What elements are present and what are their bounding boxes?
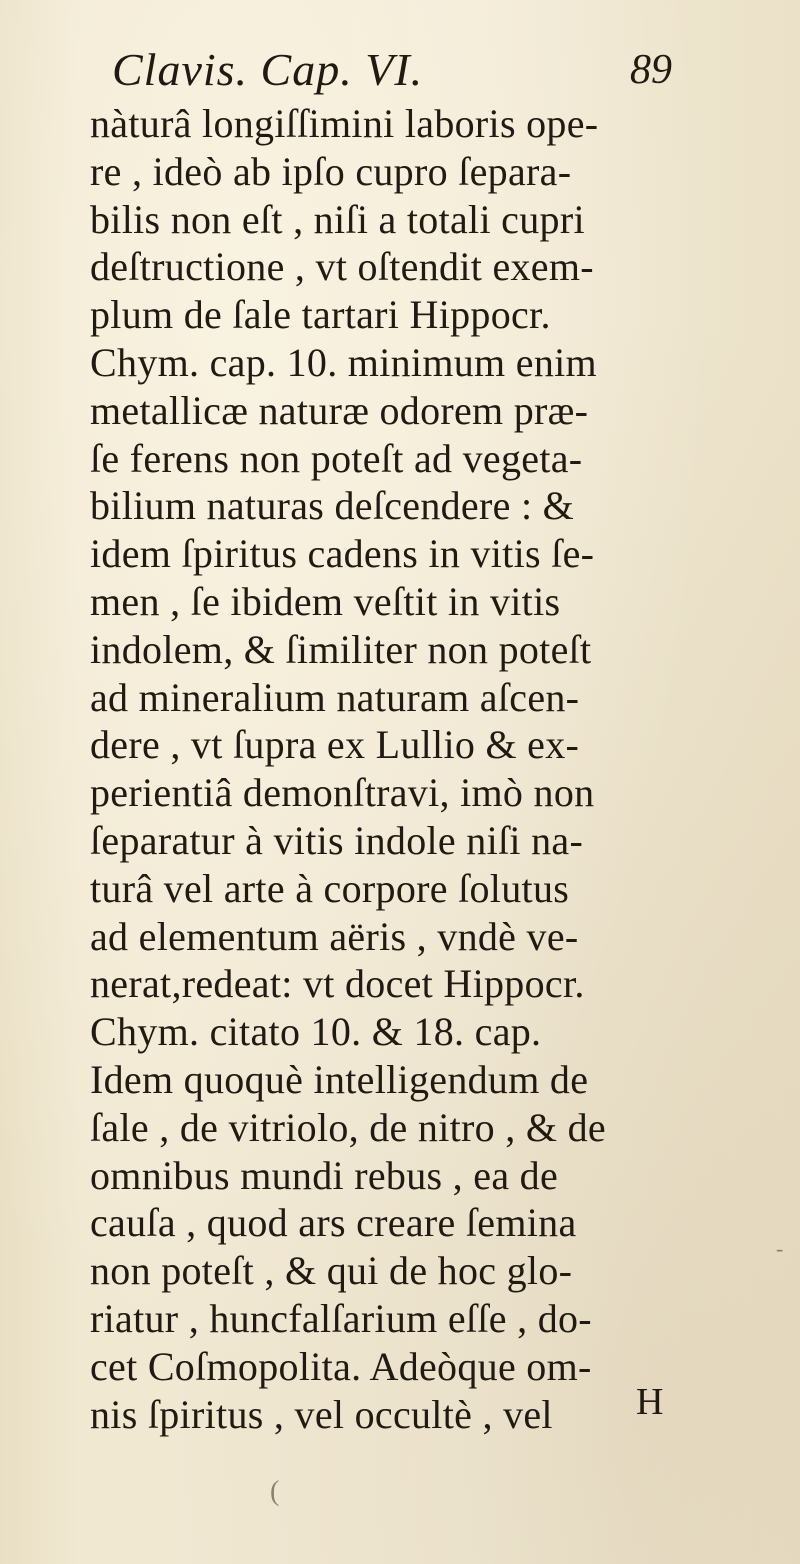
text-line: nis ſpiritus , vel occultè , vel: [90, 1391, 553, 1437]
text-line: Chym. cap. 10. minimum enim: [90, 339, 597, 385]
text-line: nàturâ longiſſimini laboris ope-: [90, 101, 599, 146]
text-line: ſeparatur à vitis indole niſi na-: [90, 817, 584, 863]
signature-mark: H: [636, 1381, 664, 1423]
text-line: Idem quoquè intelligendum de: [90, 1056, 589, 1102]
text-line: turâ vel arte à corpore ſolutus: [90, 865, 570, 911]
margin-mark: -: [776, 1236, 784, 1261]
text-line: omnibus mundi rebus , ea de: [90, 1152, 559, 1198]
page-header: [112, 40, 672, 100]
text-line: re , ideò ab ipſo cupro ſepara-: [90, 148, 572, 194]
text-line: bilium naturas deſcendere : &: [90, 483, 575, 529]
text-line: indolem, & ſimiliter non poteſt: [90, 626, 592, 672]
text-line: bilis non eſt , niſi a totali cupri: [90, 196, 585, 242]
text-line: riatur , huncfalſarium eſſe , do-: [90, 1295, 592, 1341]
text-line: ſale , de vitriolo, de nitro , & de: [90, 1104, 606, 1150]
text-line: cet Coſmopolita. Adeòque om-: [90, 1343, 592, 1389]
text-line: ad mineralium naturam aſcen-: [90, 674, 580, 720]
body-text: [90, 100, 730, 1438]
text-line: plum de ſale tartari Hippocr.: [90, 292, 551, 338]
running-title: Clavis. Cap. VI.: [112, 44, 424, 95]
text-line: idem ſpiritus cadens in vitis ſe-: [90, 531, 595, 577]
text-line: Chym. citato 10. & 18. cap.: [90, 1009, 542, 1055]
text-line: non poteſt , & qui de hoc glo-: [90, 1248, 573, 1294]
text-line: ad elementum aëris , vndè ve-: [90, 913, 579, 959]
text-line: men , ſe ibidem veſtit in vitis: [90, 578, 561, 624]
text-line: metallicæ naturæ odorem præ-: [90, 387, 589, 433]
text-line: nerat,redeat: vt docet Hippocr.: [90, 961, 585, 1007]
text-line: dere , vt ſupra ex Lullio & ex-: [90, 722, 580, 768]
page-number: 89: [630, 47, 672, 93]
text-line: deſtructione , vt oſtendit exem-: [90, 244, 594, 290]
text-line: perientiâ demonſtravi, imò non: [90, 770, 595, 816]
bottom-mark: (: [270, 1476, 280, 1507]
text-line: ſe ferens non poteſt ad vegeta-: [90, 435, 583, 481]
text-line: cauſa , quod ars creare ſemina: [90, 1200, 577, 1246]
